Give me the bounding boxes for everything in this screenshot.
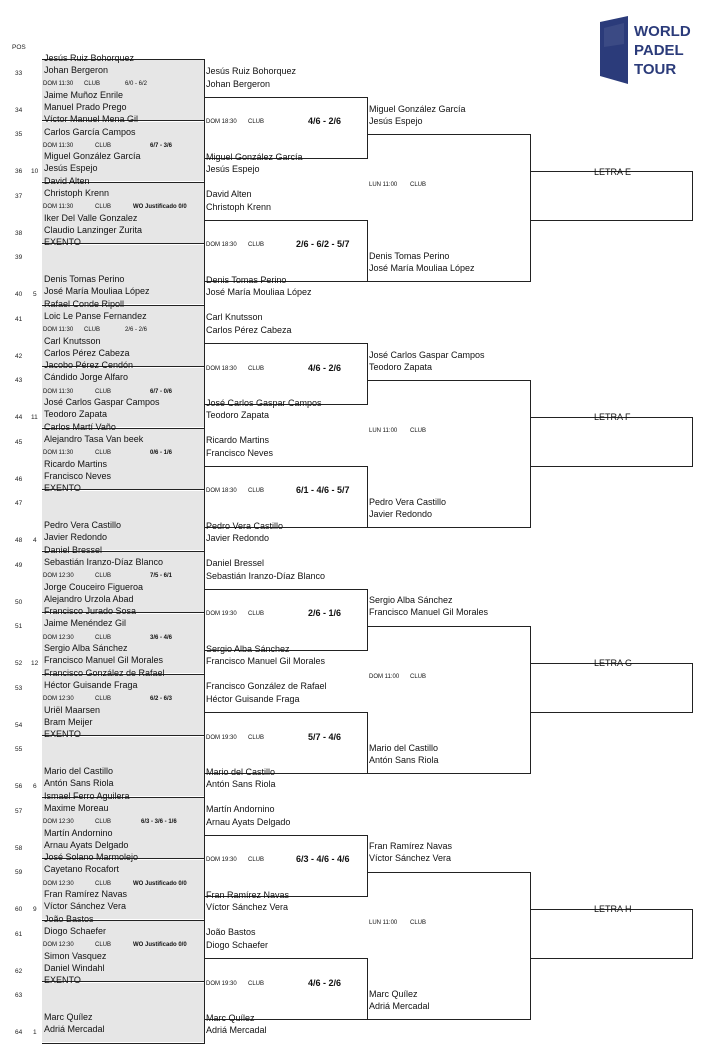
pos-number: 57 [15,808,23,815]
r1-box-side [204,981,205,1043]
player-name: Martín Andornino [206,804,275,814]
player-name: Miguel González García [206,152,303,162]
player-name: Pedro Vera Castillo [369,497,447,507]
match-club: CLUB [248,611,265,617]
player-name: Francisco Neves [44,471,112,481]
match-club: CLUB [248,488,265,494]
player-name: Jaime Menéndez Gil [44,618,127,628]
player-name: Mario del Castillo [369,743,439,753]
pos-number: 42 [15,353,23,360]
r1-box-side [204,920,205,981]
match-day: DOM 11:30 [43,327,74,333]
r3-line-bot [368,1019,531,1020]
player-name: EXENTO [44,237,81,247]
player-name: Ricardo Martins [206,435,270,445]
player-name: Francisco González de Rafael [44,668,165,678]
r2-line-top [205,958,368,959]
pos-number: 44 [15,414,23,421]
player-name: Carlos Pérez Cabeza [206,325,292,335]
player-name: Uriël Maarsen [44,705,101,715]
player-name: Víctor Sánchez Vera [44,901,127,911]
player-name: Adriá Mercadal [44,1024,105,1034]
world-padel-tour-logo [598,14,718,86]
r4-line-bot [531,958,693,959]
match-club: CLUB [95,881,112,887]
player-name: Daniel Bressel [44,545,103,555]
player-name: José Solano Marmolejo [44,852,139,862]
match-club: CLUB [95,573,112,579]
match-day: DOM 18:30 [206,119,237,125]
pos-number: 38 [15,230,23,237]
match-day: DOM 12:30 [43,573,74,579]
player-name: Marc Quílez [369,989,418,999]
player-name: Teodoro Zapata [369,362,433,372]
match-club: CLUB [248,981,265,987]
player-name: Marc Quílez [206,1013,255,1023]
player-name: Diogo Schaefer [44,926,107,936]
player-name: Antón Sans Riola [44,778,114,788]
pos-number: 34 [15,107,23,114]
player-name: Manuel Prado Prego [44,102,127,112]
letra-label: LETRA H [594,904,632,914]
player-name: Jesús Espejo [369,116,423,126]
player-name: Sergio Alba Sánchez [369,595,453,605]
player-name: Francisco Manuel Gil Morales [44,655,164,665]
match-day: DOM 11:30 [43,204,74,210]
pos-number: 63 [15,992,23,999]
match-day: DOM 12:30 [43,942,74,948]
player-name: Jesús Ruiz Bohorquez [206,66,297,76]
match-day: DOM 19:30 [206,735,237,741]
match-club: CLUB [95,819,112,825]
player-name: Simon Vasquez [44,951,107,961]
match-club: CLUB [95,942,112,948]
player-name: José Carlos Gaspar Campos [206,398,322,408]
r1-box-side [204,243,205,305]
r4-line-bot [531,220,693,221]
player-name: Francisco González de Rafael [206,681,327,691]
r4-line-bot [531,712,693,713]
player-name: Claudio Lanzinger Zurita [44,225,143,235]
player-name: José Carlos Gaspar Campos [44,397,160,407]
player-name: Javier Redondo [206,533,270,543]
match-score: 6/2 - 6/3 [150,696,173,702]
player-name: Sebastián Iranzo-Díaz Blanco [206,571,326,581]
player-name: José Carlos Gaspar Campos [369,350,485,360]
r2-line-top [205,712,368,713]
player-name: Loic Le Panse Fernandez [44,311,147,321]
match-club: CLUB [410,920,427,926]
player-name: Jorge Couceiro Figueroa [44,582,144,592]
match-day: DOM 11:30 [43,81,74,87]
match-day: DOM 18:30 [206,488,237,494]
r1-box-side [204,489,205,551]
player-name: Alejandro Urzola Abad [44,594,134,604]
seed-number: 9 [33,906,37,913]
player-name: Fran Ramírez Navas [369,841,453,851]
match-score: WO Justificado 0/0 [133,204,187,210]
match-day: DOM 11:30 [43,143,74,149]
r4-box-side [692,909,693,958]
player-name: Cayetano Rocafort [44,864,120,874]
match-day: DOM 12:30 [43,881,74,887]
player-name: Antón Sans Riola [369,755,439,765]
player-name: Marc Quílez [44,1012,93,1022]
r1-box-side [204,182,205,243]
player-name: Miguel González García [44,151,141,161]
player-name: Javier Redondo [369,509,433,519]
player-name: Ricardo Martins [44,459,108,469]
match-score: 7/5 - 6/1 [150,573,173,579]
r2-line-top [205,835,368,836]
player-name: Arnau Ayats Delgado [206,817,291,827]
match-club: CLUB [410,182,427,188]
logo-word-1: WORLD [634,23,691,40]
player-name: Teodoro Zapata [206,410,270,420]
pos-number: 33 [15,70,23,77]
match-day: DOM 11:30 [43,450,74,456]
player-name: Sergio Alba Sánchez [44,643,128,653]
r2-box-side [367,343,368,404]
player-name: Alejandro Tasa Van beek [44,434,144,444]
player-name: Javier Redondo [44,532,108,542]
player-name: Pedro Vera Castillo [44,520,122,530]
player-name: Cándido Jorge Alfaro [44,372,129,382]
r4-line-bot [531,466,693,467]
player-name: José María Mouliaa López [369,263,475,273]
player-name: José María Mouliaa López [206,287,312,297]
match-score: 6/3 - 4/6 - 4/6 [296,854,350,864]
match-score: 2/6 - 2/6 [125,327,148,333]
player-name: Christoph Krenn [44,188,110,198]
match-day: DOM 18:30 [206,366,237,372]
r2-box-side [367,958,368,1019]
player-name: Francisco Manuel Gil Morales [206,656,326,666]
pos-number: 51 [15,623,23,630]
seed-number: 6 [33,783,37,790]
seed-number: 11 [31,414,38,421]
player-name: Antón Sans Riola [206,779,276,789]
pos-number: 52 [15,660,23,667]
match-day: DOM 11:30 [43,389,74,395]
player-name: Jaime Muñoz Enrile [44,90,124,100]
r3-box-side [530,134,531,281]
match-score: 6/3 - 3/6 - 1/6 [141,819,177,825]
match-club: CLUB [248,242,265,248]
pos-number: 54 [15,722,23,729]
match-day: DOM 19:30 [206,611,237,617]
match-club: CLUB [95,143,112,149]
match-club: CLUB [95,389,112,395]
player-name: Francisco Neves [206,448,274,458]
letra-label: LETRA E [594,167,632,177]
letra-label: LETRA F [594,412,631,422]
player-name: Denis Tomas Perino [369,251,450,261]
pos-number: 53 [15,685,23,692]
seed-number: 4 [33,537,37,544]
r2-box-side [367,835,368,896]
player-name: Sergio Alba Sánchez [206,644,290,654]
match-club: CLUB [410,674,427,680]
player-name: Mario del Castillo [44,766,114,776]
match-day: DOM 19:30 [206,981,237,987]
pos-number: 55 [15,746,23,753]
pos-number: 41 [15,316,23,323]
player-name: João Bastos [206,927,256,937]
player-name: Jesús Espejo [44,163,98,173]
pos-number: 40 [15,291,23,298]
player-name: Adriá Mercadal [369,1001,430,1011]
r2-box-side [367,466,368,527]
match-day: DOM 19:30 [206,857,237,863]
player-name: Carlos Pérez Cabeza [44,348,130,358]
r1-box-side [204,120,205,182]
pos-number: 36 [15,168,23,175]
player-name: João Bastos [44,914,94,924]
player-name: EXENTO [44,483,81,493]
r1-box-side [204,858,205,920]
match-score: 6/7 - 0/6 [150,389,173,395]
player-name: EXENTO [44,729,81,739]
match-score: WO Justificado 0/0 [133,942,187,948]
r4-box-side [692,663,693,712]
match-day: LUN 11:00 [369,920,398,926]
seed-number: 5 [33,291,37,298]
pos-number: 56 [15,783,23,790]
r2-box-side [367,97,368,158]
match-club: CLUB [248,366,265,372]
letra-label: LETRA G [594,658,633,668]
player-name: Víctor Sánchez Vera [369,853,452,863]
pos-number: 48 [15,537,23,544]
player-name: Víctor Manuel Mena Gil [44,114,139,124]
r2-line-top [205,343,368,344]
r1-box-side [204,428,205,489]
pos-number: 64 [15,1029,23,1036]
match-score: WO Justificado 0/0 [133,881,187,887]
player-name: Arnau Ayats Delgado [44,840,129,850]
player-name: Johan Bergeron [44,65,109,75]
player-name: Carl Knutsson [44,336,101,346]
match-day: DOM 12:30 [43,819,74,825]
player-name: Fran Ramírez Navas [206,890,290,900]
player-name: Carl Knutsson [206,312,263,322]
pos-number: 59 [15,869,23,876]
player-name: Pedro Vera Castillo [206,521,284,531]
pos-number: 62 [15,968,23,975]
match-score: 6/7 - 3/6 [150,143,173,149]
player-name: Adriá Mercadal [206,1025,267,1035]
r3-line-top [368,134,531,135]
match-score: 4/6 - 2/6 [308,116,342,126]
match-club: CLUB [248,857,265,863]
player-name: Héctor Guisande Fraga [206,694,300,704]
player-name: Héctor Guisande Fraga [44,680,138,690]
r1-box-side [204,612,205,674]
match-day: DOM 12:30 [43,696,74,702]
logo-word-3: TOUR [634,61,677,78]
player-name: Carlos García Campos [44,127,136,137]
player-name: Diogo Schaefer [206,940,269,950]
match-score: 5/7 - 4/6 [308,732,342,742]
pos-number: 39 [15,254,23,261]
player-name: Jacobo Pérez Cendón [44,360,134,370]
seed-number: 1 [33,1029,37,1036]
match-day: LUN 11:00 [369,182,398,188]
r2-line-top [205,220,368,221]
player-name: Jesús Ruiz Bohorquez [44,53,135,63]
player-name: Maxime Moreau [44,803,109,813]
r3-line-bot [368,527,531,528]
r1-box-side [204,674,205,735]
match-score: 6/1 - 4/6 - 5/7 [296,485,350,495]
pos-number: 49 [15,562,23,569]
r1-box-side [204,366,205,428]
match-score: 2/6 - 6/2 - 5/7 [296,239,350,249]
player-name: Francisco Manuel Gil Morales [369,607,489,617]
seed-number: 10 [31,168,39,175]
pos-header: POS [12,44,26,51]
pos-number: 45 [15,439,23,446]
pos-number: 47 [15,500,23,507]
player-name: Francisco Jurado Sosa [44,606,137,616]
r1-box-side [204,735,205,797]
r2-box-side [367,220,368,281]
player-name: David Alten [44,176,90,186]
r3-box-side [530,626,531,773]
r1-box-side [204,797,205,858]
player-name: Miguel González García [369,104,466,114]
match-club: CLUB [248,735,265,741]
match-club: CLUB [84,81,101,87]
player-name: Rafael Conde Ripoll [44,299,125,309]
player-name: Bram Meijer [44,717,93,727]
pos-number: 37 [15,193,23,200]
r1-line-bot [42,1043,205,1044]
pos-number: 61 [15,931,23,938]
player-name: Daniel Windahl [44,963,105,973]
match-score: 4/6 - 2/6 [308,363,342,373]
r3-box-side [530,872,531,1019]
r1-box-side [204,59,205,120]
player-name: Martín Andornino [44,828,113,838]
match-club: CLUB [95,450,112,456]
player-name: David Alten [206,189,252,199]
match-club: CLUB [248,119,265,125]
match-club: CLUB [84,327,101,333]
player-name: Christoph Krenn [206,202,272,212]
r2-line-top [205,589,368,590]
match-day: DOM 11:00 [369,674,400,680]
r2-line-top [205,466,368,467]
player-name: Víctor Sánchez Vera [206,902,289,912]
r3-line-top [368,872,531,873]
match-score: 6/0 - 6/2 [125,81,148,87]
player-name: Fran Ramírez Navas [44,889,128,899]
player-name: Teodoro Zapata [44,409,108,419]
player-name: Mario del Castillo [206,767,276,777]
r3-line-bot [368,281,531,282]
player-name: Jesús Espejo [206,164,260,174]
player-name: Ismael Ferro Aguilera [44,791,130,801]
player-name: Daniel Bressel [206,558,265,568]
r2-box-side [367,589,368,650]
logo-word-2: PADEL [634,42,684,59]
match-score: 2/6 - 1/6 [308,608,342,618]
r4-box-side [692,171,693,220]
player-name: Denis Tomas Perino [44,274,125,284]
r3-line-top [368,626,531,627]
match-score: 4/6 - 2/6 [308,978,342,988]
match-club: CLUB [95,204,112,210]
match-day: DOM 18:30 [206,242,237,248]
r2-box-side [367,712,368,773]
match-score: 0/6 - 1/6 [150,450,173,456]
r3-line-top [368,380,531,381]
match-day: DOM 12:30 [43,635,74,641]
match-club: CLUB [95,696,112,702]
player-name: José María Mouliaa López [44,286,150,296]
match-club: CLUB [95,635,112,641]
r1-box-side [204,305,205,366]
player-name: Sebastián Iranzo-Díaz Blanco [44,557,164,567]
r3-line-bot [368,773,531,774]
r1-box-side [204,551,205,612]
pos-number: 50 [15,599,23,606]
player-name: Iker Del Valle Gonzalez [44,213,138,223]
pos-number: 60 [15,906,23,913]
player-name: Denis Tomas Perino [206,275,287,285]
r3-box-side [530,380,531,527]
player-name: Johan Bergeron [206,79,271,89]
match-club: CLUB [410,428,427,434]
pos-number: 35 [15,131,23,138]
match-score: 3/6 - 4/6 [150,635,173,641]
pos-number: 43 [15,377,23,384]
r4-box-side [692,417,693,466]
pos-number: 46 [15,476,23,483]
player-name: Carlos Martí Vaño [44,422,116,432]
player-name: EXENTO [44,975,81,985]
seed-number: 12 [31,660,39,667]
match-day: LUN 11:00 [369,428,398,434]
r2-line-top [205,97,368,98]
pos-number: 58 [15,845,23,852]
